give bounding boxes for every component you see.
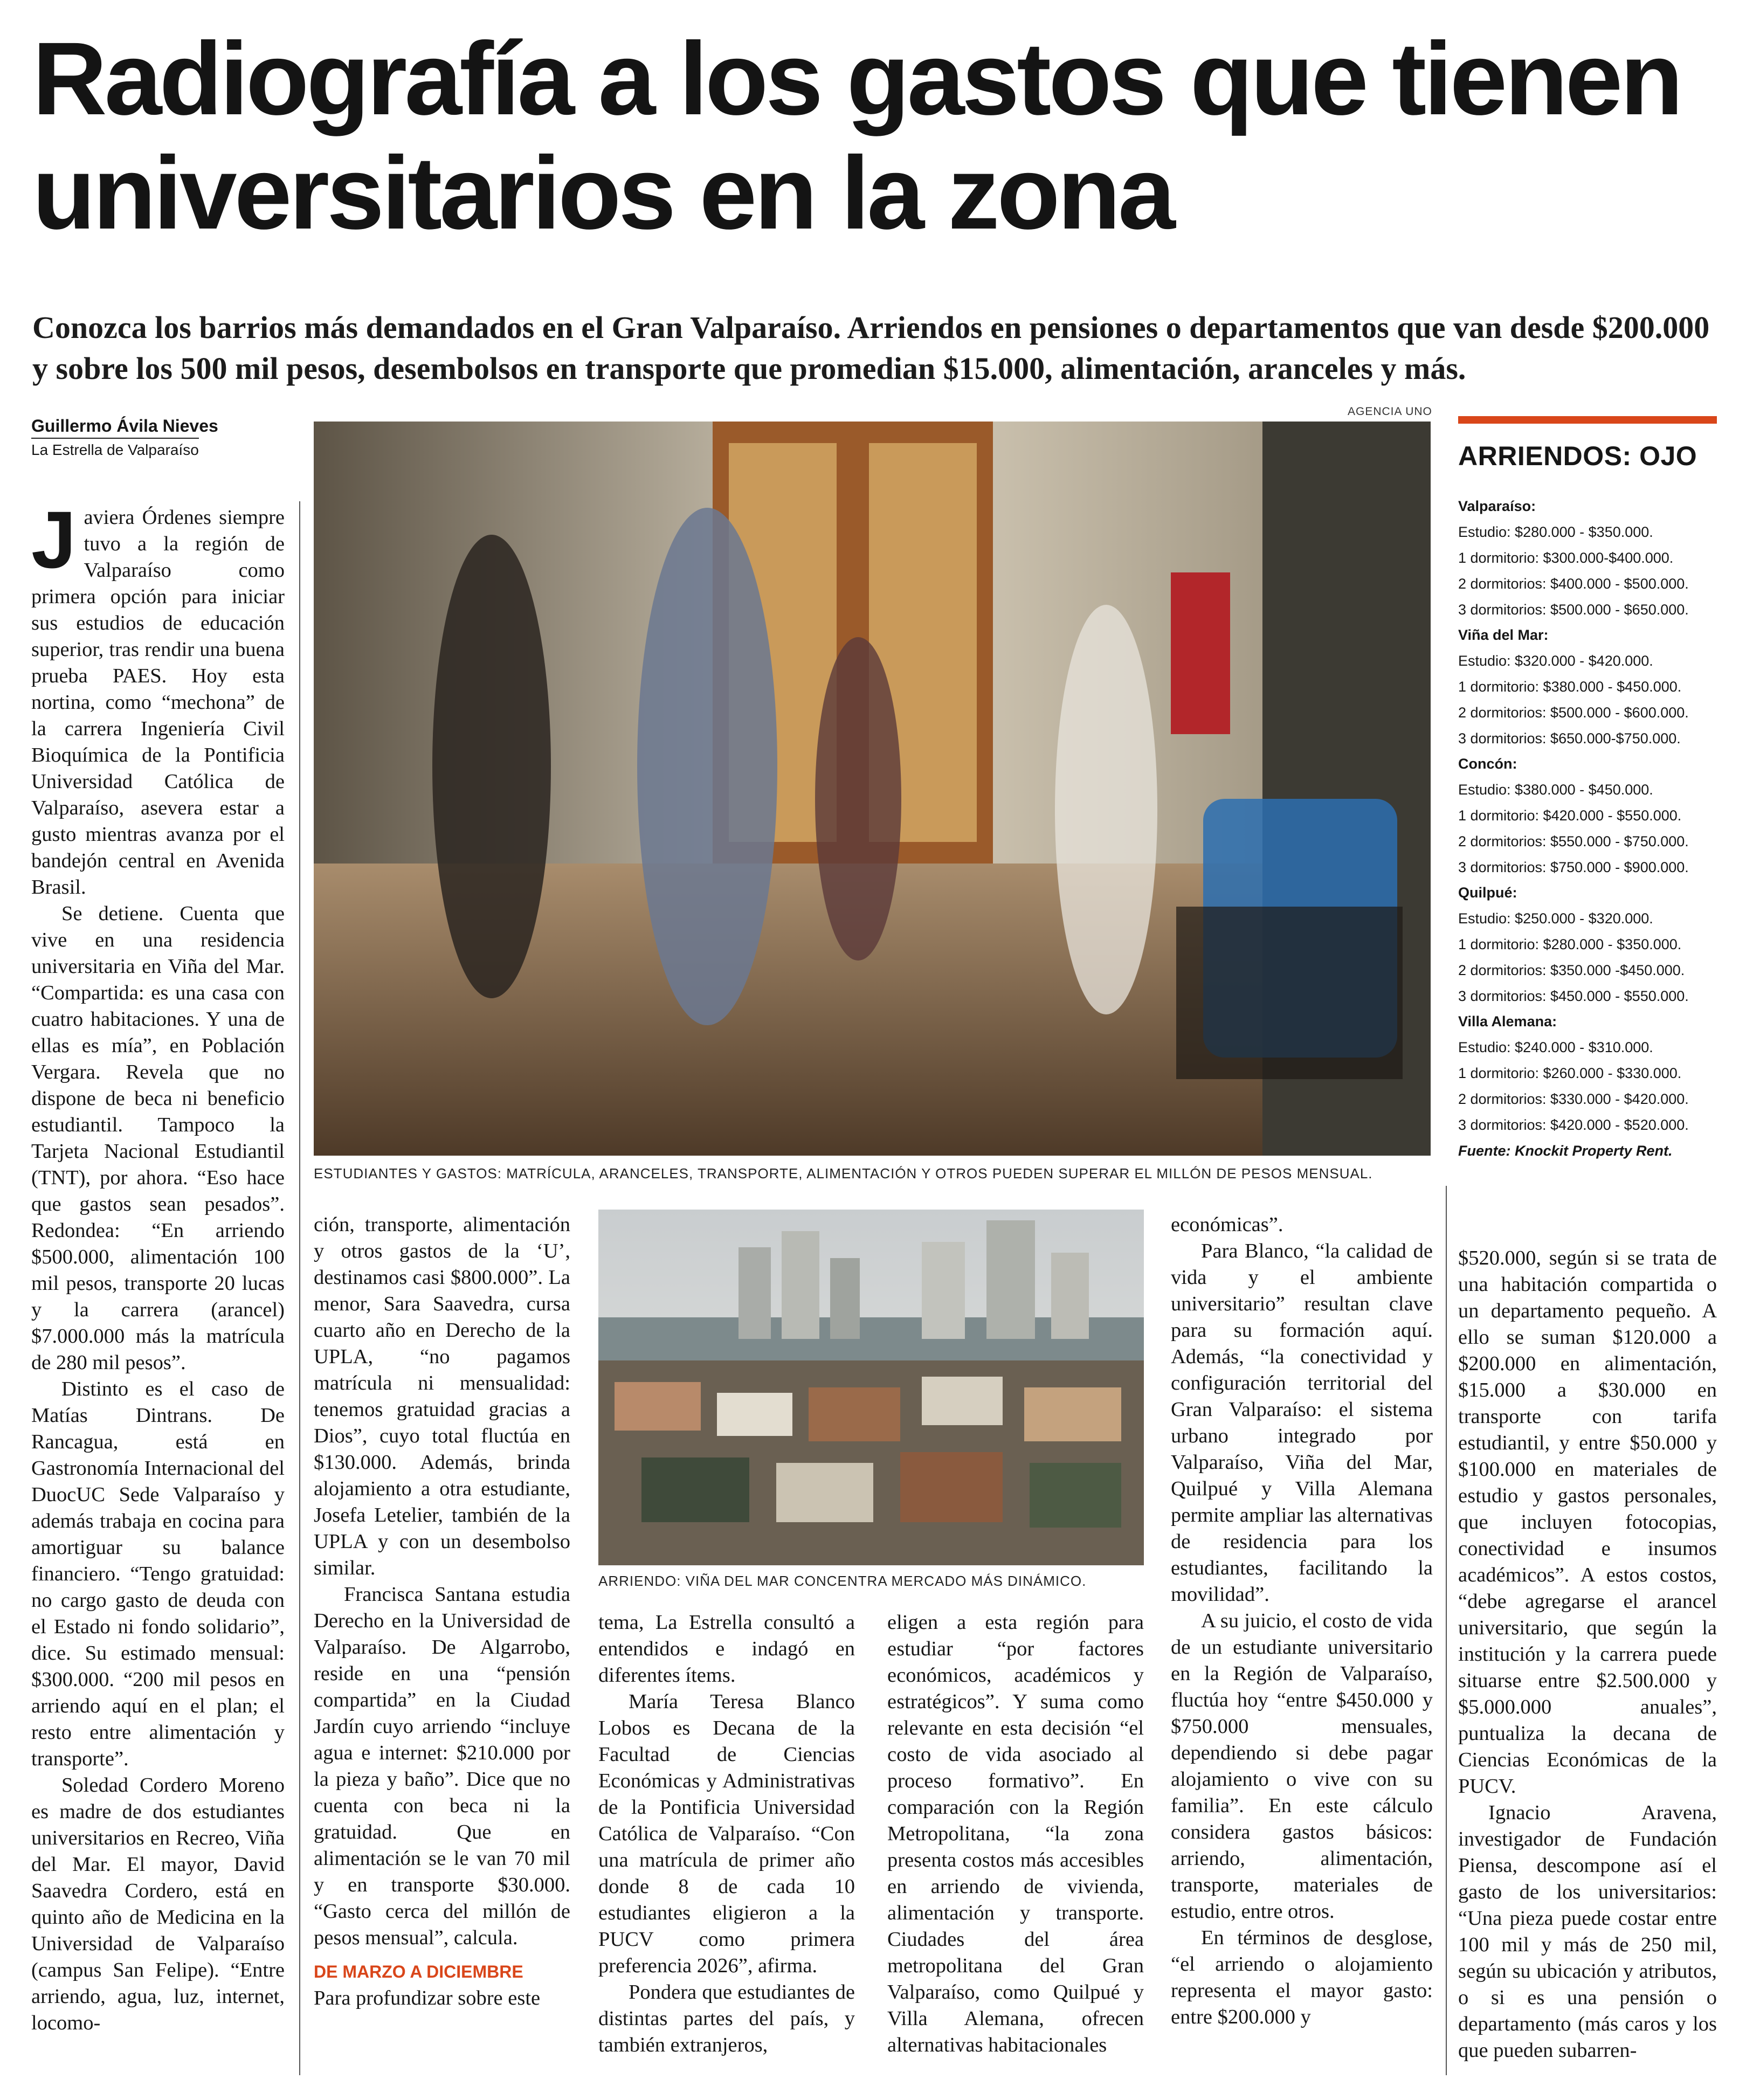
paragraph-text: aviera Órdenes siempre tuvo a la región de Valparaíso como primera opción para iniciar sus estudios de educación superior, tras rendir una buena prueba PAES. Hoy esta nortina, como “mechona” de la carrera Ingeniería Civil Bioquímica de la Pontificia Universidad Católica de Valparaíso, asevera estar a gusto mientras avanza por el bandejón central en Avenida Brasil. xyxy=(31,506,285,899)
sidebar-city-quilpue xyxy=(1458,880,1717,1009)
drop-cap: J xyxy=(31,494,77,585)
city-photo-caption: ARRIENDO: VIÑA DEL MAR CONCENTRA MERCADO MÁS DINÁMICO. xyxy=(598,1573,1087,1589)
column-divider xyxy=(299,501,300,2075)
city-name: Concón: xyxy=(1458,756,1517,772)
sidebar-title: ARRIENDOS: OJO xyxy=(1458,441,1697,471)
price-row: 1 dormitorio: $260.000 - $330.000. xyxy=(1458,1065,1682,1081)
price-row: 2 dormitorios: $400.000 - $500.000. xyxy=(1458,576,1689,592)
city-name: Valparaíso: xyxy=(1458,498,1536,514)
price-row: 2 dormitorios: $330.000 - $420.000. xyxy=(1458,1091,1689,1107)
article-column-2 xyxy=(314,1212,570,2012)
paragraph: Para profundizar sobre este xyxy=(314,1987,541,2009)
price-row: 1 dormitorio: $300.000-$400.000. xyxy=(1458,550,1674,566)
sidebar-city-concon xyxy=(1458,751,1717,880)
rent-sidebar xyxy=(1458,416,1717,1164)
price-row: Estudio: $240.000 - $310.000. xyxy=(1458,1039,1653,1055)
city-illustration xyxy=(598,1210,1144,1565)
price-row: 3 dormitorios: $650.000-$750.000. xyxy=(1458,730,1681,747)
hallway-illustration xyxy=(314,422,1431,1156)
paragraph: En términos de desglose, “el arriendo o alojamiento representa el mayor gasto: entre $200.000 y xyxy=(1171,1926,1433,2028)
paragraph: Soledad Cordero Moreno es madre de dos estudiantes universitarios en Recreo, Viña del Mar. El mayor, David Saavedra Cordero, está en quinto año de Medicina en la Universidad de Valparaíso (campus San Felipe). “Entre arriendo, agua, luz, internet, locomo- xyxy=(31,1774,285,2034)
price-row: 2 dormitorios: $550.000 - $750.000. xyxy=(1458,833,1689,849)
article-column-5 xyxy=(1171,1212,1433,2030)
column-divider xyxy=(1446,1186,1447,2075)
sidebar-city-vina-del-mar xyxy=(1458,623,1717,751)
city-name: Viña del Mar: xyxy=(1458,627,1549,643)
byline-outlet: La Estrella de Valparaíso xyxy=(31,438,199,460)
price-row: 1 dormitorio: $420.000 - $550.000. xyxy=(1458,807,1682,824)
price-row: Estudio: $280.000 - $350.000. xyxy=(1458,524,1653,540)
article-column-6 xyxy=(1458,1245,1717,2064)
paragraph: Distinto es el caso de Matías Dintrans. De Rancagua, está en Gastronomía Internacional del DuocUC Sede Valparaíso y además trabaja en cocina para amortiguar su balance financiero. “Tengo gratuidad: no cargo gasto de deuda con el Estado ni fondo solidario”, dice. Su estimado mensual: $300.000. “200 mil pesos en arriendo aquí en el plan; el resto entre alimentación y transporte”. xyxy=(31,1378,285,1770)
article-column-3 xyxy=(598,1609,855,2058)
price-row: 3 dormitorios: $750.000 - $900.000. xyxy=(1458,859,1689,875)
byline xyxy=(31,414,312,460)
paragraph: tema, La Estrella consultó a entendidos e indagó en diferentes ítems. xyxy=(598,1611,855,1687)
paragraph: Ignacio Aravena, investigador de Fundación Piensa, descompone así el gasto de los universitarios: “Una pieza puede costar entre 100 mil y más de 250 mil, según su ubicación y atributos, o si es una pensión o departamento (más caros y los que pueden subarren- xyxy=(1458,1801,1717,2062)
price-row: Estudio: $320.000 - $420.000. xyxy=(1458,653,1653,669)
paragraph: A su juicio, el costo de vida de un estudiante universitario en la Región de Valparaíso, fluctúa hoy “entre $450.000 y $750.000 mensuales, dependiendo si debe pagar alojamiento o vive con su familia”. En este cálculo considera gastos básicos: arriendo, alimentación, transporte, materiales de estudio, entre otros. xyxy=(1171,1609,1433,1923)
paragraph: María Teresa Blanco Lobos es Decana de la Facultad de Ciencias Económicas y Administrativas de la Pontificia Universidad Católica de Valparaíso. “Con una matrícula de primer año donde 8 de cada 10 estudiantes eligieron a la PUCV como primera preferencia 2026”, afirma. xyxy=(598,1690,855,1977)
paragraph: eligen a esta región para estudiar “por factores económicos, académicos y estratégicos”. Y suma como relevante en esta decisión “el costo de vida asociado al proceso formativo”. En comparación con la Región Metropolitana, “la zona presenta costos más accesibles en arriendo de vivienda, alimentación y transporte. Ciudades del área metropolitana del Gran Valparaíso, como Quilpué y Villa Alemana, ofrecen alternativas habitacionales xyxy=(887,1611,1144,2056)
byline-author: Guillermo Ávila Nieves xyxy=(31,416,218,436)
price-row: 3 dormitorios: $500.000 - $650.000. xyxy=(1458,602,1689,618)
photo-credit: AGENCIA UNO xyxy=(1348,405,1432,418)
price-row: 2 dormitorios: $500.000 - $600.000. xyxy=(1458,704,1689,721)
paragraph: Para Blanco, “la calidad de vida y el ambiente universitario” resultan clave para su formación aquí. Además, “la conectividad y configuración territorial del Gran Valparaíso: el sistema urbano integrado por Valparaíso, Viña del Mar, Quilpué y Villa Alemana permite ampliar las alternativas de residencia para los estudiantes, facilitando la movilidad”. xyxy=(1171,1240,1433,1606)
article-column-1 xyxy=(31,494,285,2036)
section-heading: DE MARZO A DICIEMBRE xyxy=(314,1962,523,1981)
price-row: 1 dormitorio: $380.000 - $450.000. xyxy=(1458,679,1682,695)
sidebar-city-valparaiso xyxy=(1458,494,1717,623)
city-name: Villa Alemana: xyxy=(1458,1013,1557,1030)
sidebar-source: Fuente: Knockit Property Rent. xyxy=(1458,1143,1673,1159)
price-row: 2 dormitorios: $350.000 -$450.000. xyxy=(1458,962,1685,978)
paragraph xyxy=(31,494,285,901)
paragraph: ción, transporte, alimentación y otros gastos de la ‘U’, destinamos casi $800.000”. La menor, Sara Saavedra, cursa cuarto año en Derecho de la UPLA, “no pagamos matrícula ni mensualidad: tenemos gratuidad gracias a Dios”, cuyo total fluctúa en $130.000. Además, brinda alojamiento a otra estudiante, Josefa Letelier, también de la UPLA y con un desembolso similar. xyxy=(314,1213,570,1579)
price-row: 3 dormitorios: $450.000 - $550.000. xyxy=(1458,988,1689,1004)
sidebar-accent-bar xyxy=(1458,416,1717,424)
price-row: Estudio: $250.000 - $320.000. xyxy=(1458,910,1653,927)
headline: Radiografía a los gastos que tienen universitarios en la zona xyxy=(32,20,1681,251)
subhead: Conozca los barrios más demandados en el Gran Valparaíso. Arriendos en pensiones o departamentos que van desde $200.000 y sobre los 500 mil pesos, desembolsos en transporte que promedian $15.000, alimentación, aranceles y más. xyxy=(32,310,1710,386)
paragraph: Se detiene. Cuenta que vive en una residencia universitaria en Viña del Mar. “Compartida: es una casa con cuatro habitaciones. Y una de ellas es mía”, en Población Vergara. Revela que no dispone de beca ni beneficio estudiantil. Tampoco la Tarjeta Nacional Estudiantil (TNT), por ahora. “Eso hace que gastos sean pesados”. Redondea: “En arriendo $500.000, alimentación 100 mil pesos, transporte 20 lucas y la carrera (arancel) $7.000.000 más la matrícula de 280 mil pesos”. xyxy=(31,902,285,1374)
city-name: Quilpué: xyxy=(1458,885,1517,901)
paragraph: económicas”. xyxy=(1171,1213,1283,1236)
paragraph: $520.000, según si se trata de una habitación compartida o un departamento pequeño. A ello se suman $120.000 a $200.000 en alimentación, $15.000 a $30.000 en transporte con tarifa estudiantil, y entre $50.000 y $100.000 en materiales de estudio y gastos personales, que incluyen fotocopias, conectividad e insumos académicos”. A estos costos, “debe agregarse el arancel universitario, que según la institución y la carrera puede situarse entre $2.500.000 y $5.000.000 anuales”, puntualiza la decana de Ciencias Económicas de la PUCV. xyxy=(1458,1247,1717,1798)
price-row: Estudio: $380.000 - $450.000. xyxy=(1458,782,1653,798)
main-photo xyxy=(314,422,1431,1156)
paragraph: Francisca Santana estudia Derecho en la Universidad de Valparaíso. De Algarrobo, reside en una “pensión compartida” en la Ciudad Jardín cuyo arriendo “incluye agua e internet: $210.000 por la pieza y baño”. Dice que no cuenta con beca ni la gratuidad. Que en alimentación se le van 70 mil y en transporte $30.000. “Gasto cerca del millón de pesos mensual”, calcula. xyxy=(314,1583,570,1949)
sidebar-city-villa-alemana xyxy=(1458,1009,1717,1138)
article-column-4 xyxy=(887,1609,1144,2058)
main-photo-caption: ESTUDIANTES Y GASTOS: MATRÍCULA, ARANCELES, TRANSPORTE, ALIMENTACIÓN Y OTROS PUEDEN SUPERAR EL MILLÓN DE PESOS MENSUAL. xyxy=(314,1165,1373,1182)
city-photo xyxy=(598,1210,1144,1565)
paragraph: Pondera que estudiantes de distintas partes del país, y también extranjeros, xyxy=(598,1981,855,2056)
price-row: 1 dormitorio: $280.000 - $350.000. xyxy=(1458,936,1682,952)
price-row: 3 dormitorios: $420.000 - $520.000. xyxy=(1458,1117,1689,1133)
